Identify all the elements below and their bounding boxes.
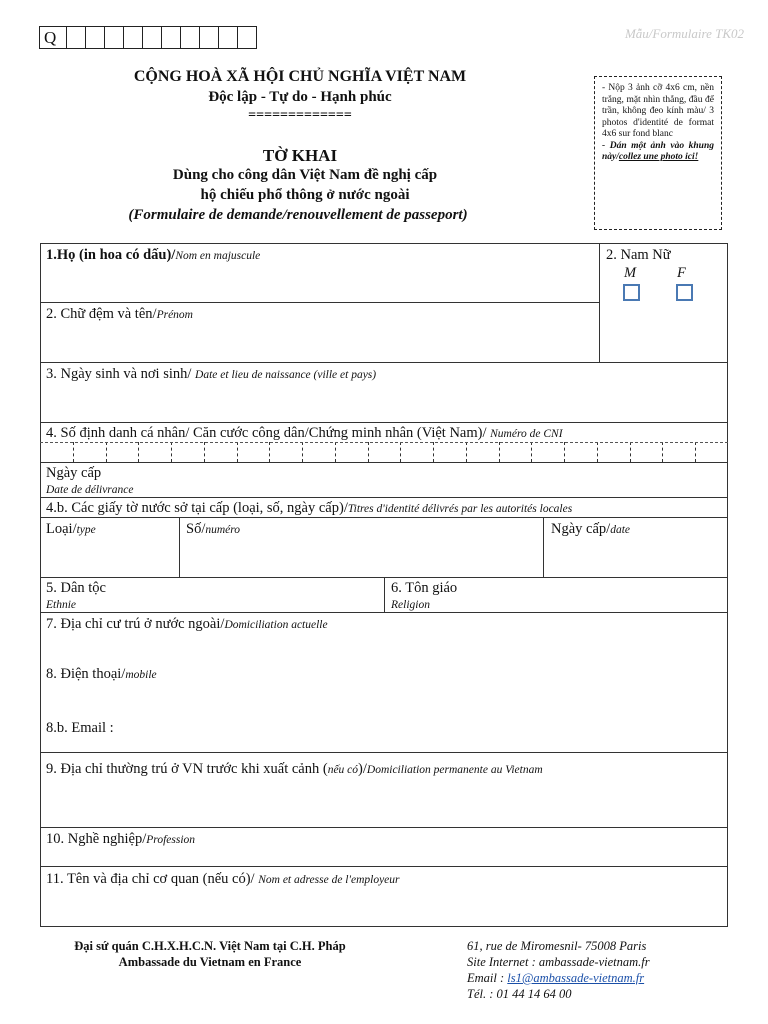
grid-line <box>40 422 728 423</box>
code-cell[interactable] <box>237 27 256 48</box>
grid-line <box>727 243 728 927</box>
code-cell[interactable] <box>123 27 142 48</box>
field-id-type-fr: type <box>76 524 96 536</box>
cni-digit-separator <box>302 442 303 462</box>
field-issue-date[interactable]: Ngày cấp <box>46 465 102 481</box>
field-address-vn-label: 9. Địa chỉ thường trú ở VN trước khi xuất cảnh ( <box>46 761 328 777</box>
field-cni-fr: Numéro de CNI <box>490 428 563 440</box>
motto: Độc lập - Tự do - Hạnh phúc <box>208 89 392 105</box>
code-cell[interactable] <box>180 27 199 48</box>
grid-line <box>40 827 728 828</box>
field-address-vn[interactable] <box>46 761 543 778</box>
footer-email-label: Email : <box>467 971 508 985</box>
field-address-vn-optional: nếu có <box>327 764 359 776</box>
footer-embassy-fr: Ambassade du Vietnam en France <box>118 955 302 969</box>
field-ethnicity-fr: Ethnie <box>46 599 77 611</box>
grid-line <box>40 243 728 244</box>
form-title: TỜ KHAI <box>262 146 338 165</box>
gender-male-checkbox[interactable] <box>623 284 640 301</box>
header-rule: ============= <box>248 108 352 123</box>
gender-f-label: F <box>677 265 686 281</box>
grid-line <box>599 243 600 363</box>
cni-digit-separator <box>662 442 663 462</box>
field-employer[interactable] <box>46 871 400 888</box>
photo-paste-text: - Dán một ảnh vào khung này/ <box>602 140 714 162</box>
field-given-name[interactable] <box>46 306 193 323</box>
field-address-abroad-fr: Domiciliation actuelle <box>224 619 328 631</box>
field-surname-label: 1.Họ (in hoa có dấu)/ <box>46 247 176 263</box>
field-birth[interactable] <box>46 366 376 383</box>
field-id-type-label: Loại/ <box>46 521 77 537</box>
cni-digit-separator <box>269 442 270 462</box>
field-profession-fr: Profession <box>146 834 196 846</box>
field-local-id-fr: Titres d'identité délivrés par les autorités locales <box>347 503 573 515</box>
grid-line <box>40 497 728 498</box>
field-id-date[interactable] <box>551 521 630 538</box>
field-address-vn-fr: Domiciliation permanente au Vietnam <box>366 764 543 776</box>
field-religion-fr: Religion <box>391 599 430 611</box>
field-address-abroad[interactable] <box>46 616 328 633</box>
grid-line <box>40 612 728 613</box>
field-phone-fr: mobile <box>125 669 157 681</box>
field-profession[interactable] <box>46 831 195 848</box>
grid-line <box>384 577 385 612</box>
cni-digit-separator <box>368 442 369 462</box>
cni-digit-separator <box>499 442 500 462</box>
cni-digit-separator <box>564 442 565 462</box>
field-id-date-label: Ngày cấp/ <box>551 521 611 537</box>
field-birth-fr: Date et lieu de naissance (ville et pays) <box>195 369 377 381</box>
field-address-vn-sep: )/ <box>358 761 367 777</box>
code-cell[interactable] <box>199 27 218 48</box>
field-surname-fr: Nom en majuscule <box>175 250 261 262</box>
cni-top-rule <box>40 442 728 443</box>
field-given-name-label: 2. Chữ đệm và tên/ <box>46 306 157 322</box>
field-issue-date-fr: Date de délivrance <box>46 484 134 496</box>
grid-line <box>40 866 728 867</box>
footer-site: Site Internet : ambassade-vietnam.fr <box>467 955 650 969</box>
field-employer-label: 11. Tên và địa chỉ cơ quan (nếu có)/ <box>46 871 259 887</box>
gender-female-checkbox[interactable] <box>676 284 693 301</box>
cni-digit-separator <box>597 442 598 462</box>
grid-line <box>40 302 600 303</box>
cni-number-boxes[interactable] <box>40 442 728 462</box>
footer-contact <box>467 938 650 1002</box>
footer-email-row <box>467 970 650 986</box>
field-ethnicity[interactable]: 5. Dân tộc <box>46 580 106 596</box>
field-phone[interactable] <box>46 666 157 683</box>
grid-line <box>40 926 728 927</box>
cni-digit-separator <box>138 442 139 462</box>
code-cell[interactable] <box>104 27 123 48</box>
field-cni-label: 4. Số định danh cá nhân/ Căn cước công dân/Chứng minh nhân (Việt Nam)/ <box>46 425 491 441</box>
footer-tel: Tél. : 01 44 14 64 00 <box>467 987 572 1001</box>
field-given-name-fr: Prénom <box>156 309 193 321</box>
field-id-date-fr: date <box>610 524 630 536</box>
field-address-abroad-label: 7. Địa chỉ cư trú ở nước ngoài/ <box>46 616 225 632</box>
cni-digit-separator <box>335 442 336 462</box>
form-subtitle-1: Dùng cho công dân Việt Nam đề nghị cấp <box>172 167 438 183</box>
cni-digit-separator <box>630 442 631 462</box>
reference-code-boxes[interactable] <box>39 26 257 49</box>
cni-digit-separator <box>695 442 696 462</box>
cni-digit-separator <box>433 442 434 462</box>
form-subtitle-2: hộ chiếu phổ thông ở nước ngoài <box>200 187 410 203</box>
field-religion[interactable]: 6. Tôn giáo <box>391 580 458 596</box>
gender-label: 2. Nam Nữ <box>606 247 671 263</box>
cni-digit-separator <box>466 442 467 462</box>
grid-line <box>40 362 728 363</box>
field-employer-fr: Nom et adresse de l'employeur <box>258 874 400 886</box>
grid-line <box>40 462 728 463</box>
field-local-id <box>46 500 572 517</box>
footer-email-link[interactable]: ls1@ambassade-vietnam.fr <box>507 971 645 985</box>
field-id-type[interactable] <box>46 521 96 538</box>
cni-digit-separator <box>400 442 401 462</box>
cni-digit-separator <box>73 442 74 462</box>
field-id-number-label: Số/ <box>186 521 206 537</box>
code-cell[interactable] <box>161 27 180 48</box>
cni-digit-separator <box>237 442 238 462</box>
photo-paste-fr: collez une photo ici! <box>618 152 699 162</box>
field-local-id-label: 4.b. Các giấy tờ nước sở tại cấp (loại, số, ngày cấp)/ <box>46 500 348 516</box>
field-id-number[interactable] <box>186 521 240 538</box>
photo-box[interactable] <box>594 76 722 230</box>
field-email[interactable]: 8.b. Email : <box>46 720 114 736</box>
field-phone-label: 8. Điện thoại/ <box>46 666 126 682</box>
field-id-number-fr: numéro <box>205 524 241 536</box>
field-birth-label: 3. Ngày sinh và nơi sinh/ <box>46 366 196 382</box>
code-cell[interactable] <box>142 27 161 48</box>
cni-digit-separator <box>171 442 172 462</box>
code-cell[interactable] <box>85 27 104 48</box>
gender-m-label: M <box>624 265 637 281</box>
cni-digit-separator <box>204 442 205 462</box>
code-cell[interactable] <box>218 27 237 48</box>
footer-address: 61, rue de Miromesnil- 75008 Paris <box>467 939 647 953</box>
code-cell[interactable] <box>66 27 85 48</box>
form-subtitle-fr: (Formulaire de demande/renouvellement de passeport) <box>128 207 468 223</box>
grid-line <box>543 517 544 577</box>
grid-line <box>179 517 180 577</box>
form-code: Mẫu/Formulaire TK02 <box>624 26 744 41</box>
grid-line <box>40 752 728 753</box>
field-cni[interactable] <box>46 425 563 442</box>
cni-digit-separator <box>531 442 532 462</box>
grid-line <box>40 517 728 518</box>
field-profession-label: 10. Nghề nghiệp/ <box>46 831 147 847</box>
photo-instructions: - Nộp 3 ảnh cỡ 4x6 cm, nền trắng, mặt nhìn thẳng, đầu để trần, không đeo kính màu/ 3 photos d'identité de format 4x6 sur fond blanc <box>602 83 714 139</box>
cni-digit-separator <box>106 442 107 462</box>
republic-title: CỘNG HOÀ XÃ HỘI CHỦ NGHĨA VIỆT NAM <box>133 68 467 85</box>
grid-line <box>40 243 41 927</box>
field-surname[interactable] <box>46 247 260 264</box>
footer-embassy-vi: Đại sứ quán C.H.X.H.C.N. Việt Nam tại C.H. Pháp <box>74 939 346 953</box>
footer-embassy <box>40 938 380 970</box>
code-prefix: Q <box>44 28 57 47</box>
